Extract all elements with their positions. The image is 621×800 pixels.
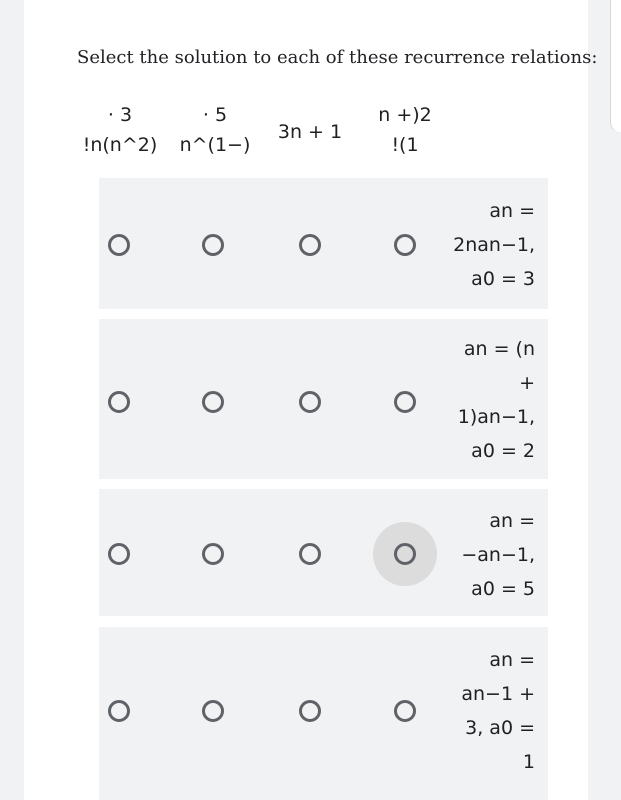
- column-header-3: [260, 117, 360, 147]
- column-header-1-line1: · 3: [107, 104, 133, 126]
- row-label-2-line3: 1)an−1,: [457, 406, 535, 428]
- radio-r1-c3[interactable]: [278, 213, 342, 277]
- row-label-4-line2: an−1 +: [461, 683, 535, 705]
- radio-r4-c1[interactable]: [87, 679, 151, 743]
- row-label-2-line1: an = (n: [463, 338, 535, 360]
- column-header-4-line1: n +)2: [378, 104, 432, 126]
- radio-r4-c2[interactable]: [181, 679, 245, 743]
- row-label-2: [458, 332, 535, 468]
- row-label-1: [453, 194, 535, 296]
- column-header-2-line1: · 5: [202, 104, 228, 126]
- radio-r3-c3[interactable]: [278, 522, 342, 586]
- row-label-3-line2: −an−1,: [461, 544, 535, 566]
- radio-r3-c1[interactable]: [87, 522, 151, 586]
- radio-r4-c4[interactable]: [373, 679, 437, 743]
- radio-r1-c4[interactable]: [373, 213, 437, 277]
- column-header-4-line2: !(1: [391, 134, 419, 156]
- row-label-3-line1: an =: [489, 510, 535, 532]
- radio-r2-c3[interactable]: [278, 370, 342, 434]
- question-title: Select the solution to each of these recurrence relations:: [77, 47, 598, 68]
- radio-r4-c3[interactable]: [278, 679, 342, 743]
- radio-r1-c1[interactable]: [87, 213, 151, 277]
- row-label-2-line2: +: [519, 372, 535, 394]
- row-label-2-line4: a0 = 2: [471, 440, 535, 462]
- row-label-4-line1: an =: [489, 649, 535, 671]
- row-label-1-line2: 2nan−1,: [453, 234, 535, 256]
- column-header-3-line1: 3n + 1: [277, 121, 343, 143]
- radio-r3-c2[interactable]: [181, 522, 245, 586]
- row-label-1-line3: a0 = 3: [471, 268, 535, 290]
- radio-r1-c2[interactable]: [181, 213, 245, 277]
- column-header-1-line2: !n(n^2): [82, 134, 158, 156]
- row-label-3-line3: a0 = 5: [471, 578, 535, 600]
- row-label-4-line3: 3, a0 =: [465, 717, 535, 739]
- column-header-2-line2: n^(1−): [179, 134, 251, 156]
- row-label-1-line1: an =: [489, 200, 535, 222]
- radio-r2-c4[interactable]: [373, 370, 437, 434]
- row-label-4-line4: 1: [522, 751, 535, 773]
- radio-r2-c1[interactable]: [87, 370, 151, 434]
- column-header-1: [70, 100, 170, 160]
- radio-r2-c2[interactable]: [181, 370, 245, 434]
- column-header-4: [355, 100, 455, 160]
- row-label-4: [461, 643, 535, 779]
- row-label-3: [461, 504, 535, 606]
- radio-r3-c4[interactable]: [373, 522, 437, 586]
- scrollbar-edge[interactable]: [610, 0, 621, 132]
- column-header-2: [165, 100, 265, 160]
